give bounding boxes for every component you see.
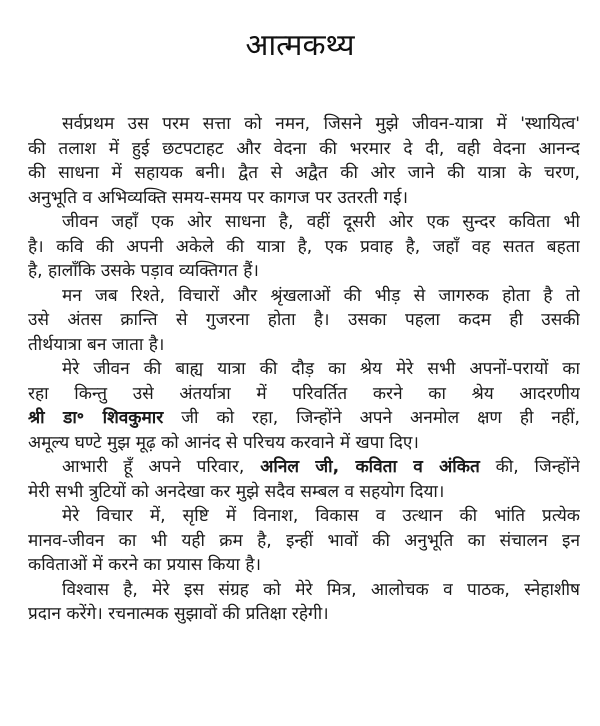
paragraph-gratitude [28, 455, 580, 504]
text-line: की तलाश में हुई छटपटाहट और वेदना की भरमार दे दी, वही वेदना आनन्द [28, 138, 580, 159]
text-segment: की, जिन्होंने [495, 457, 580, 477]
text-line: विश्वास है, मेरे इस संग्रह को मेरे मित्र, आलोचक व पाठक, स्नेहाशीष [62, 579, 580, 600]
text-line: जीवन जहाँ एक ओर साधना है, वहीं दूसरी ओर एक सुन्दर कविता भी [62, 212, 580, 232]
paragraph-life [28, 210, 580, 284]
text-line: प्रदान करेंगे। रचनात्मक सुझावों की प्रतिक्षा रहेगी। [28, 604, 329, 624]
text-line: उसे अंतस क्रान्ति से गुजरना होता है। उसका पहला कदम ही उसकी [28, 310, 580, 330]
text-line: अनुभूति व अभिव्यक्ति समय-समय पर कागज पर उतरती गई। [28, 187, 408, 208]
text-line: सर्वप्रथम उस परम सत्ता को नमन, जिसने मुझे जीवन-यात्रा में 'स्थायित्व' [62, 114, 580, 134]
text-line: है। कवि की अपनी अकेले की यात्रा है, एक प्रवाह है, जहाँ वह सतत बहता [28, 236, 580, 257]
honoree-name: श्री डा॰ शिवकुमार [28, 408, 164, 428]
paragraph-thoughts [28, 504, 580, 578]
text-line: है, हालाँकि उसके पड़ाव व्यक्तिगत हैं। [28, 261, 259, 281]
paragraph-credit [28, 357, 580, 455]
text-line [28, 455, 580, 480]
page-title: आत्मकथ्य [245, 28, 355, 63]
text-segment: आभारी हूँ अपने परिवार, [62, 457, 245, 477]
text-line: मेरे जीवन की बाह्य यात्रा की दौड़ का श्रेय मेरे सभी अपनों-परायों का [62, 359, 580, 379]
paragraph-mind [28, 284, 580, 358]
text-line: की साधना में सहायक बनी। द्वैत से अद्वैत की ओर जाने की यात्रा के चरण, [28, 163, 580, 183]
paragraph-faith [28, 578, 580, 627]
text-line [28, 406, 580, 431]
text-line: मन जब रिश्ते, विचारों और श्रृंखलाओं की भीड़ से जागरुक होता है तो [62, 285, 580, 306]
text-line: तीर्थयात्रा बन जाता है। [28, 334, 165, 355]
text-line: मेरी सभी त्रुटियों को अनदेखा कर मुझे सदैव सम्बल व सहयोग दिया। [28, 481, 445, 502]
text-segment: जी को रहा, जिन्होंने अपने अनमोल क्षण ही नहीं, [181, 408, 580, 428]
paragraph-invocation [28, 112, 580, 210]
text-line: मेरे विचार में, सृष्टि में विनाश, विकास व उत्थान की भांति प्रत्येक [62, 506, 580, 526]
family-names: अनिल जी, कविता व अंकित [260, 457, 480, 477]
text-line: अमूल्य घण्टे मुझ मूढ़ को आनंद से परिचय करवाने में खपा दिए। [28, 432, 419, 453]
text-line: कविताओं में करने का प्रयास किया है। [28, 555, 262, 575]
text-line: मानव-जीवन का भी यही क्रम है, इन्हीं भावों की अनुभूति का संचालन इन [28, 530, 580, 551]
text-line: रहा किन्तु उसे अंतर्यात्रा में परिवर्तित करने का श्रेय आदरणीय [28, 383, 580, 404]
document-body [28, 112, 580, 627]
